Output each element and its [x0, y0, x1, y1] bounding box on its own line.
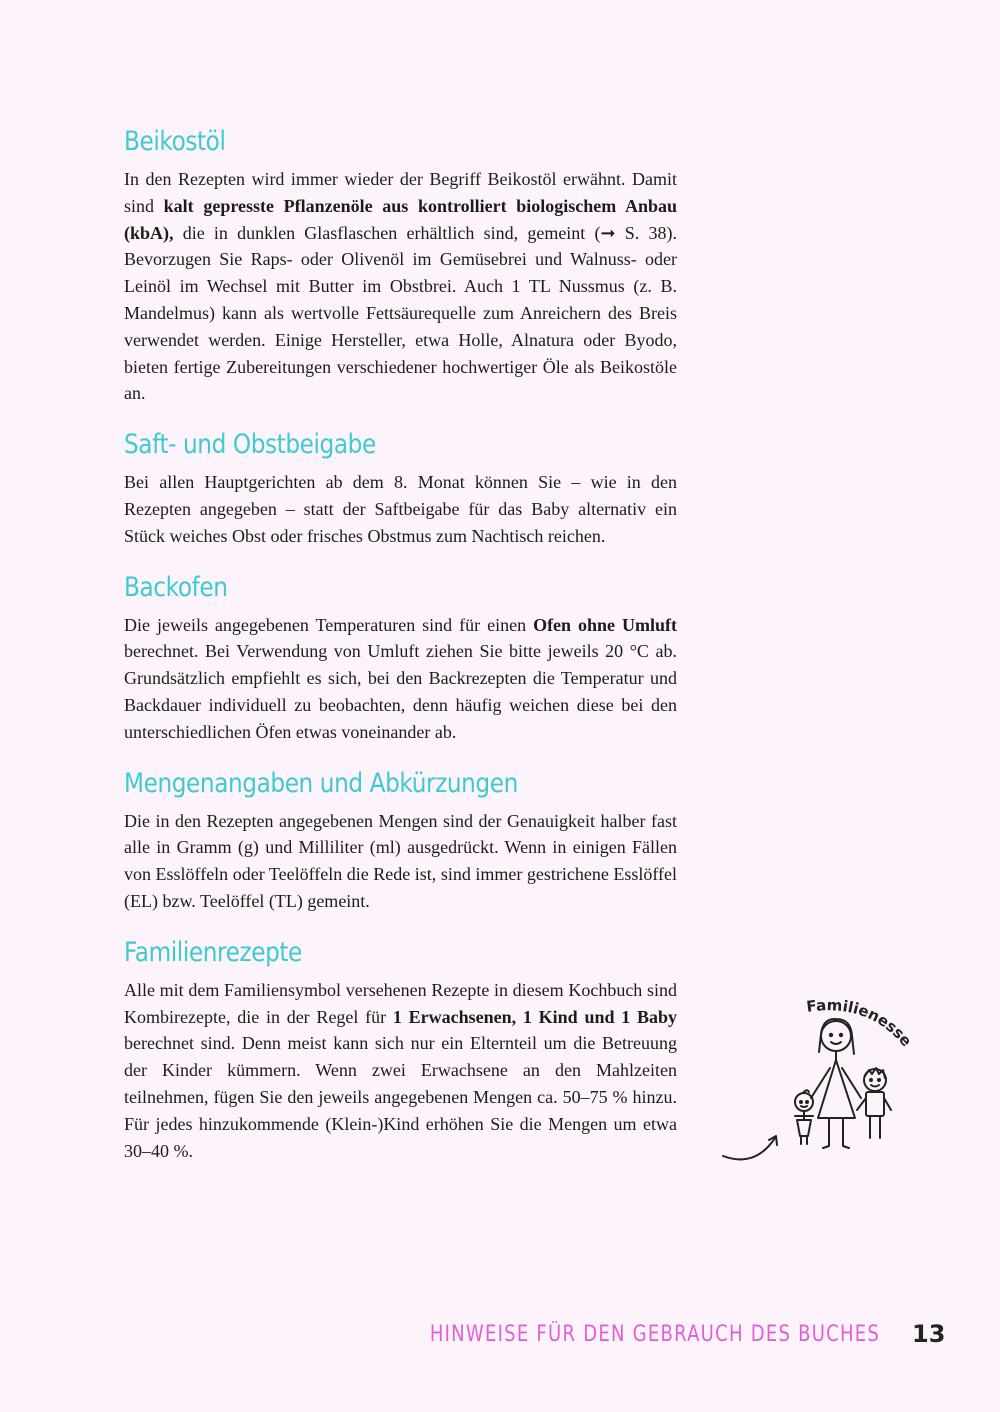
text-run-bold: 1 Erwachsenen, 1 Kind und 1 Baby	[392, 1006, 678, 1027]
section-backofen	[124, 568, 677, 746]
family-stick-figures-icon	[715, 988, 915, 1168]
section-paragraph	[124, 977, 677, 1165]
section-paragraph	[124, 612, 677, 746]
page-number: 13	[912, 1320, 946, 1348]
section-beikostoel	[124, 122, 677, 407]
text-run-bold: kalt gepresste Pflanzenöle aus kontrolliert biologischem Anbau (kbA),	[124, 195, 677, 243]
section-paragraph	[124, 808, 677, 915]
text-run-bold: Ofen ohne Umluft	[533, 614, 678, 635]
family-symbol	[715, 988, 915, 1168]
section-paragraph	[124, 469, 677, 549]
text-run: Alle mit dem Familiensymbol versehenen Rezepte in diesem Kochbuch sind Kombirezepte, die in der Regel für	[124, 979, 677, 1027]
text-run: Die in den Rezepten angegebenen Mengen sind der Genauigkeit halber fast alle in Gramm (g) und Milliliter (ml) ausgedrückt. Wenn in einigen Fällen von Esslöffeln oder Teelöffeln die Rede ist, sind immer gestrichene Esslöffel (EL) bzw. Teelöffel (TL) gemeint.	[124, 810, 677, 911]
text-run: berechnet sind. Denn meist kann sich nur ein Elternteil um die Betreuung der Kinder kümmern. Wenn zwei Erwachsene an den Mahlzeiten teilnehmen, fügen Sie den jeweils angegebenen Mengen ca. 50–75 % hinzu. Für jedes hinzukommende (Klein-)Kind erhöhen Sie die Mengen um etwa 30–40 %.	[124, 1033, 677, 1161]
section-saft-obstbeigabe	[124, 425, 677, 549]
family-label	[715, 988, 915, 1050]
main-content	[124, 122, 677, 1164]
section-heading: Backofen	[124, 571, 228, 603]
text-run: die in dunklen Glasflaschen erhältlich sind, gemeint (➞ S. 38). Bevorzugen Sie Raps- oder Olivenöl im Gemüsebrei und Walnuss- oder Leinöl im Wechsel mit Butter im Obstbrei. Auch 1 TL Nussmus (z. B. Mandelmus) kann als wertvolle Fettsäurequelle zum Anreichern des Breis verwendet werden. Einige Hersteller, etwa Holle, Alnatura oder Byodo, bieten fertige Zubereitungen verschiedener hochwertiger Öle als Beikostöle an.	[124, 222, 677, 404]
footer-chapter-title: HINWEISE FÜR DEN GEBRAUCH DES BUCHES	[429, 1322, 880, 1347]
section-paragraph	[124, 166, 677, 407]
family-label-path: Familienesse	[805, 995, 915, 1051]
section-heading: Familienrezepte	[124, 936, 302, 968]
text-run: berechnet. Bei Verwendung von Umluft ziehen Sie bitte jeweils 20 °C ab. Grundsätzlich empfiehlt es sich, bei den Backrezepten die Temperatur und Backdauer individuell zu beobachten, denn häufig weichen diese bei den unterschiedlichen Öfen etwas voneinander ab.	[124, 641, 677, 742]
text-run: In den Rezepten wird immer wieder der Begriff Beikostöl erwähnt. Damit sind	[124, 169, 677, 216]
section-heading: Beikostöl	[124, 126, 226, 157]
section-heading: Mengenangaben und Abkürzungen	[124, 767, 518, 799]
text-run: Bei allen Hauptgerichten ab dem 8. Monat können Sie – wie in den Rezepten angegeben – statt der Saftbeigabe für das Baby alternativ ein Stück weiches Obst oder frisches Obstmus zum Nachtisch reichen.	[124, 472, 677, 546]
section-heading: Saft- und Obstbeigabe	[124, 429, 376, 461]
section-mengenangaben	[124, 764, 677, 915]
section-familienrezepte	[124, 933, 677, 1165]
text-run: Die jeweils angegebenen Temperaturen sind für einen	[124, 614, 534, 635]
page-footer	[0, 1318, 1000, 1358]
